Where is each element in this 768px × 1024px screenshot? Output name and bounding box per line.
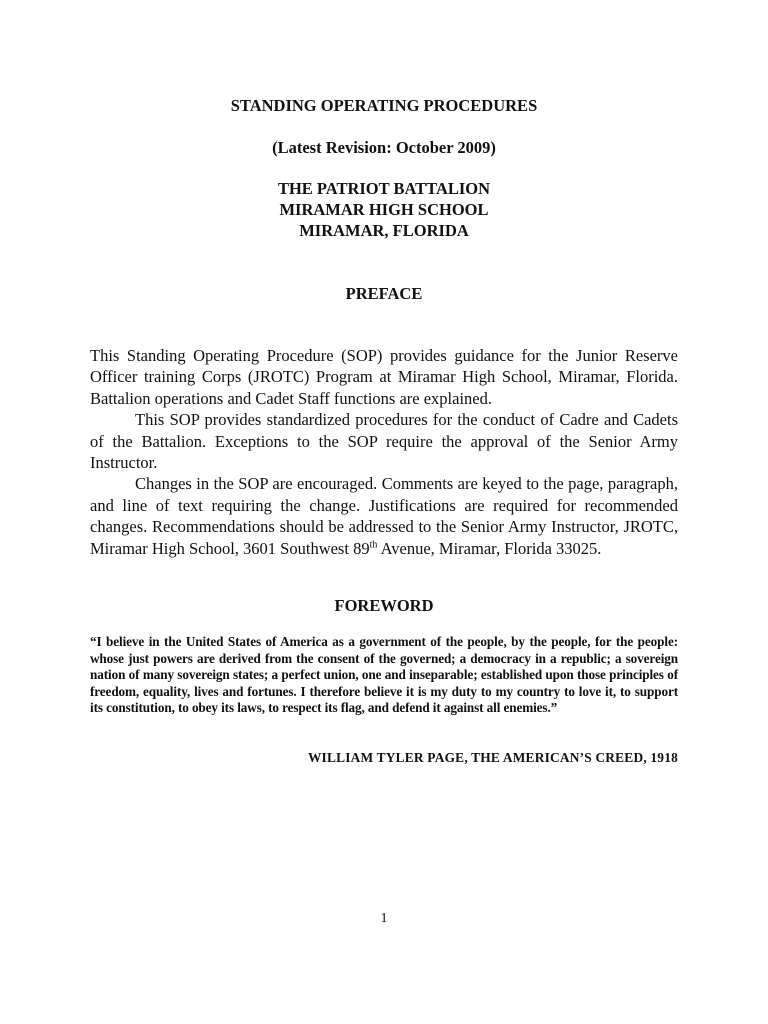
organization-school: MIRAMAR HIGH SCHOOL [279,200,489,219]
preface-paragraph-3 [90,473,678,559]
preface-body [90,345,678,559]
preface-paragraph-1: This Standing Operating Procedure (SOP) provides guidance for the Junior Reserve Officer training Corps (JROTC) Program at Miramar High School, Miramar, Florida. Battalion operations and Cadet Staff functions are explained. [90,346,678,408]
organization-battalion: THE PATRIOT BATTALION [277,179,491,198]
document-title: STANDING OPERATING PROCEDURES [230,96,538,115]
preface-paragraph-3-end: Avenue, Miramar, Florida 33025. [377,538,602,558]
foreword-quote: “I believe in the United States of America as a government of the people, by the people, for the people: whose just powers are derived from the consent of the governed; a democracy in a republic; a sovereign nation of many sovereign states; a perfect union, one and inseparable; established upon those principles of freedom, equality, lives and fortunes. I therefore believe it is my duty to my country to love it, to support its constitution, to obey its laws, to respect its flag, and defend it against all enemies.” [90,634,678,716]
page-number: 1 [380,911,388,926]
foreword-heading: FOREWORD [334,596,434,615]
preface-paragraph-3-text: Changes in the SOP are encouraged. Comments are keyed to the page, paragraph, and line of text requiring the change. Justifications are required for recommended changes. Recommendations should be addressed to the Senior Army Instructor, JROTC, Miramar High School, 3601 Southwest 89 [90,474,678,558]
organization-location: MIRAMAR, FLORIDA [299,221,469,240]
ordinal-suffix: th [369,539,378,551]
quote-attribution: WILLIAM TYLER PAGE, THE AMERICAN’S CREED, 1918 [307,750,678,765]
preface-paragraph-2: This SOP provides standardized procedures for the conduct of Cadre and Cadets of the Battalion. Exceptions to the SOP require the approval of the Senior Army Instructor. [90,410,678,473]
revision-date: (Latest Revision: October 2009) [272,138,496,157]
preface-heading: PREFACE [345,284,423,303]
